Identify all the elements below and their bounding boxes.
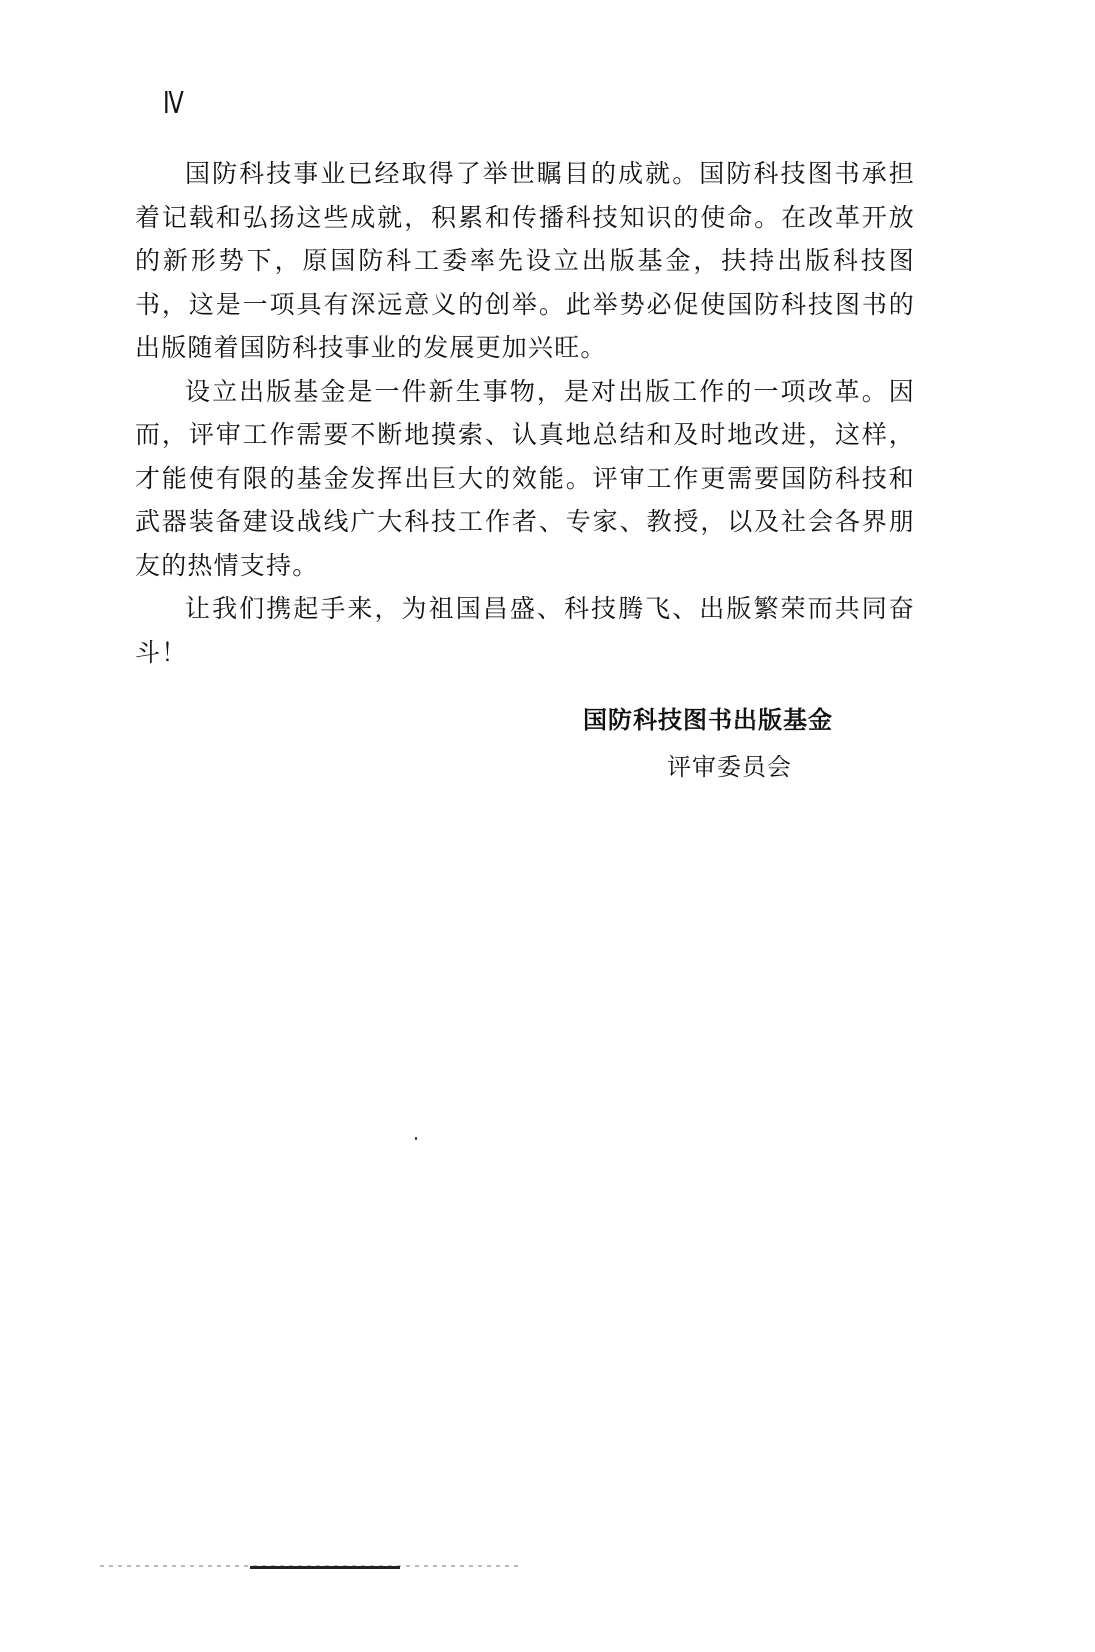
paragraph-3: 让我们携起手来，为祖国昌盛、科技腾飞、出版繁荣而共同奋斗！ bbox=[135, 594, 915, 667]
scan-speck bbox=[415, 1137, 417, 1140]
scan-artifact-bar bbox=[250, 1566, 400, 1569]
signature-organization: 国防科技图书出版基金 bbox=[583, 706, 833, 734]
signature-block bbox=[583, 700, 883, 782]
paragraph-1: 国防科技事业已经取得了举世瞩目的成就。国防科技图书承担着记载和弘扬这些成就，积累和传播科技知识的使命。在改革开放的新形势下，原国防科工委率先设立出版基金，扶持出版科技图书，这是一项具有深远意义的创举。此举势必促使国防科技图书的出版随着国防科技事业的发展更加兴旺。 bbox=[135, 159, 915, 362]
paragraph-2: 设立出版基金是一件新生事物，是对出版工作的一项改革。因而，评审工作需要不断地摸索、认真地总结和及时地改进，这样，才能使有限的基金发挥出巨大的效能。评审工作更需要国防科技和武器装备建设战线广大科技工作者、专家、教授，以及社会各界朋友的热情支持。 bbox=[135, 376, 915, 580]
preface-body bbox=[135, 152, 915, 674]
signature-committee: 评审委员会 bbox=[667, 753, 792, 781]
page-number: Ⅳ bbox=[163, 87, 183, 120]
